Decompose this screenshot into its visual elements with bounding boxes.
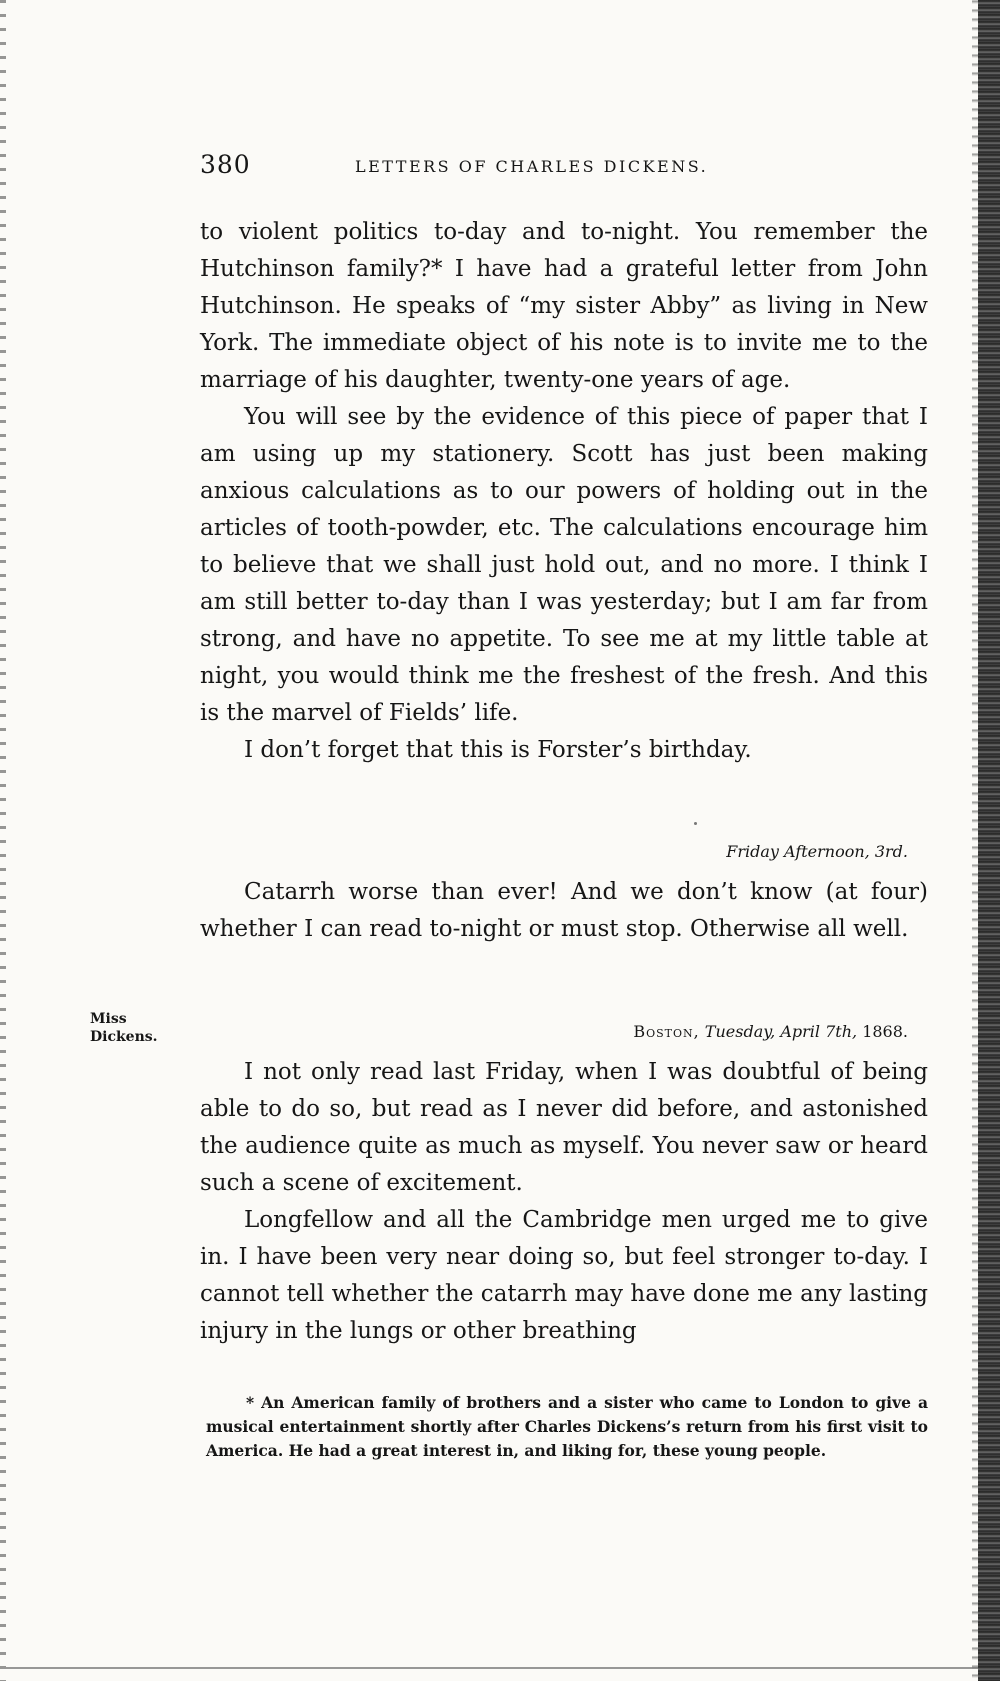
letter-friday: [200, 874, 928, 948]
dateline-friday: Friday Afternoon, 3rd.: [726, 842, 908, 861]
paragraph: Catarrh worse than ever! And we don’t know (at four) whether I can read to-night or must stop. Otherwise all well.: [200, 879, 928, 942]
ink-speck: [694, 822, 697, 825]
dateline-place: Boston,: [633, 1022, 700, 1041]
paragraph: to violent politics to-day and to-night. You remember the Hutchinson family?* I have had a grateful letter from John Hutchinson. He speaks of “my sister Abby” as living in New York. The immediate object of his note is to invite me to the marriage of his daughter, twenty-one years of age.: [200, 219, 928, 393]
dateline-boston: [633, 1022, 908, 1041]
scan-bottom-edge: [6, 1667, 978, 1669]
scan-left-edge: [0, 0, 6, 1681]
footnote: * An American family of brothers and a sister who came to London to give a musical entertainment shortly after Charles Dickens’s return from his first visit to America. He had a great interest in, and liking for, these young people.: [206, 1393, 928, 1460]
page-number: 380: [200, 150, 251, 179]
dateline-year: 1868.: [862, 1022, 908, 1041]
margin-note-recipient: [90, 1010, 158, 1046]
scan-right-edge: [978, 0, 1000, 1681]
dateline-date: Tuesday, April 7th,: [704, 1022, 858, 1041]
paragraph: You will see by the evidence of this piece of paper that I am using up my stationery. Scott has just been making anxious calculations as to our powers of holding out in the articles of tooth-powder, etc. The calculations encourage him to believe that we shall just hold out, and no more. I think I am still better to-day than I was yesterday; but I am far from strong, and have no appetite. To see me at my little table at night, you would think me the freshest of the fresh. And this is the marvel of Fields’ life.: [200, 404, 928, 726]
letter-continuation: [200, 214, 928, 769]
margin-note-line: Miss: [90, 1011, 127, 1027]
paragraph: I not only read last Friday, when I was doubtful of being able to do so, but read as I never did before, and astonished the audience quite as much as myself. You never saw or heard such a scene of excitement.: [200, 1059, 928, 1196]
margin-note-line: Dickens.: [90, 1029, 158, 1045]
running-title: LETTERS OF CHARLES DICKENS.: [355, 157, 709, 176]
letter-boston: [200, 1054, 928, 1350]
paragraph: I don’t forget that this is Forster’s birthday.: [244, 737, 752, 763]
running-head: [200, 150, 920, 190]
paragraph: Longfellow and all the Cambridge men urged me to give in. I have been very near doing so, but feel stronger to-day. I cannot tell whether the catarrh may have done me any lasting injury in the lungs or other breathing: [200, 1207, 928, 1344]
